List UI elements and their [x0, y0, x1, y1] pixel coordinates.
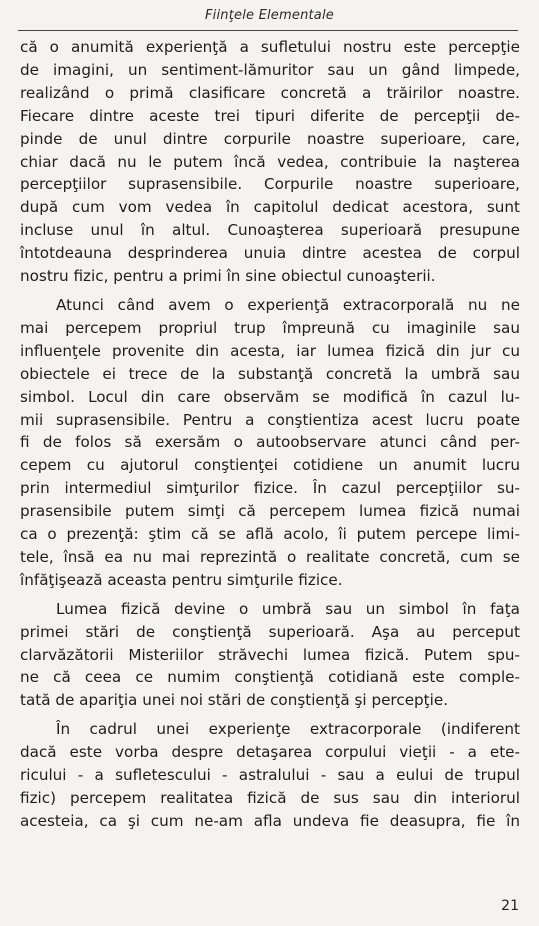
text-line: prasensibile putem simţi că percepem lumea fizică numai: [20, 502, 520, 521]
text-line: prin intermediul simţurilor fizice. În cazul percepţiilor su-: [20, 479, 520, 498]
running-header-title: Fiinţele Elementale: [205, 8, 334, 23]
text-line: primei stări de conştienţă superioară. Aşa au perceput: [20, 622, 520, 641]
text-line: ricului - a sufletescului - astralului - sau a eului de trupul: [20, 766, 520, 785]
text-line: pinde de unul dintre corpurile noastre superioare, care,: [20, 129, 520, 148]
text-line: Fiecare dintre aceste trei tipuri diferite de percepţii de-: [20, 106, 520, 125]
paragraph-3: [20, 598, 520, 713]
text-line: după cum vom vedea în capitolul dedicat acestora, sunt: [20, 198, 520, 217]
text-line: Lumea fizică devine o umbră sau un simbol în faţa: [56, 599, 520, 618]
text-line: chiar dacă nu le putem încă vedea, contribuie la naşterea: [20, 152, 520, 171]
text-line: simbol. Locul din care observăm se modifică în cazul lu-: [20, 387, 520, 406]
text-line: dacă este vorba despre detaşarea corpului vieţii - a ete-: [20, 743, 520, 762]
text-line: fizic) percepem realitatea fizică de sus sau din interiorul: [20, 789, 520, 807]
text-line: tată de apariţia unei noi stări de conştienţă şi percepţie.: [20, 691, 449, 710]
header-rule: [18, 30, 518, 31]
text-line: obiectele ei trece de la substanţă concretă la umbră sau: [20, 364, 520, 383]
text-line: realizând o primă clasificare concretă a trăirilor noastre.: [20, 83, 520, 102]
text-line: înfăţişează aceasta pentru simţurile fizice.: [20, 570, 343, 589]
text-line: Atunci când avem o experienţă extracorporală nu ne: [56, 295, 520, 314]
text-line: În cadrul unei experienţe extracorporale (indiferent: [56, 720, 520, 739]
text-line: acesteia, ca şi cum ne-am afla undeva fie deasupra, fie în: [20, 811, 520, 830]
text-line: de imagini, un sentiment-lămuritor sau un gând limpede,: [20, 60, 520, 79]
text-line: clarvăzătorii Misteriilor străvechi lumea fizică. Putem spu-: [20, 645, 520, 664]
text-line: tele, însă ea nu mai reprezintă o realitate concretă, cum se: [20, 547, 520, 566]
paragraph-2: [20, 294, 520, 592]
paragraph-1: [20, 36, 520, 288]
text-line: nostru fizic, pentru a primi în sine obiectul cunoaşterii.: [20, 267, 436, 286]
text-line: influenţele provenite din acesta, iar lumea fizică din jur cu: [20, 341, 520, 360]
text-line: ca o prezenţă: ştim că se află acolo, îi putem percepe limi-: [20, 525, 520, 544]
text-line: percepţiilor suprasensibile. Corpurile noastre superioare,: [20, 175, 520, 194]
text-line: ne că ceea ce numim conştienţă cotidiană este comple-: [20, 668, 520, 687]
paragraph-4: [20, 718, 520, 833]
text-line: cepem cu ajutorul conştienţei cotidiene un anumit lucru: [20, 456, 520, 475]
text-line: incluse unul în altul. Cunoaşterea superioară presupune: [20, 221, 520, 240]
page-number: 21: [501, 898, 519, 914]
body-text: [20, 36, 520, 833]
text-line: mai percepem propriul trup împreună cu imaginile sau: [20, 318, 520, 337]
text-line: mii suprasensibile. Pentru a conştientiza acest lucru poate: [20, 410, 520, 429]
text-line: fi de folos să exersăm o autoobservare atunci când per-: [20, 433, 520, 452]
text-line: întotdeauna desprinderea unuia dintre acestea de corpul: [20, 244, 520, 263]
text-line: că o anumită experienţă a sufletului nostru este percepţie: [20, 38, 520, 56]
